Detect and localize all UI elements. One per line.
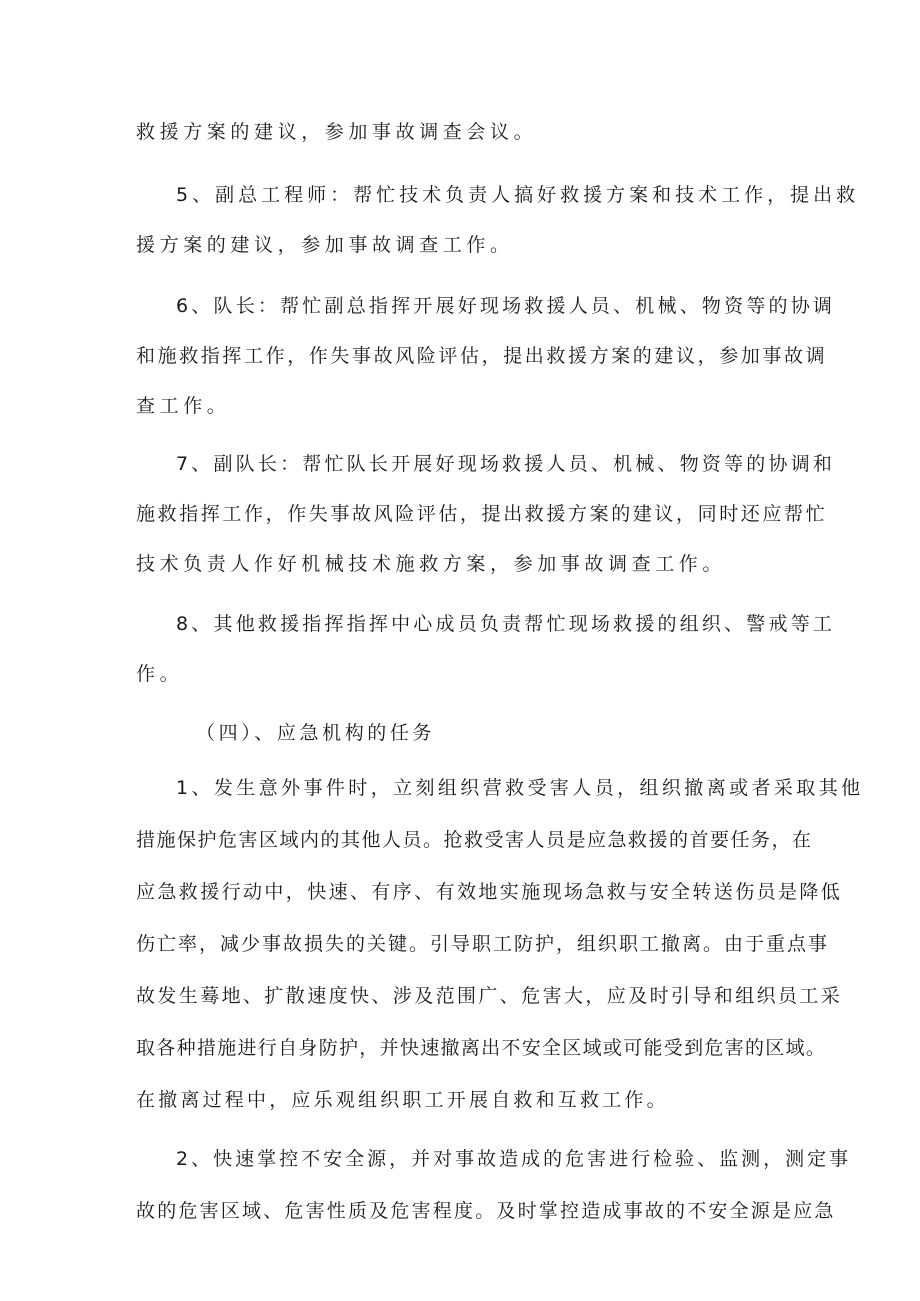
text-line: 作。 <box>136 663 184 685</box>
text-line: 技术负责人作好机械技术施救方案，参加事故调查工作。 <box>136 553 727 575</box>
text-line: 故发生蓦地、扩散速度快、涉及范围广、危害大，应及时引导和组织员工采 <box>136 985 843 1007</box>
text-line: 5、副总工程师：帮忙技术负责人搞好救援方案和技术工作，提出救 <box>176 184 860 206</box>
text-line: 和施救指挥工作，作失事故风险评估，提出救援方案的建议，参加事故调 <box>136 345 828 367</box>
section-heading: （四）、应急机构的任务 <box>196 722 436 744</box>
text-line: 在撤离过程中，应乐观组织职工开展自救和互救工作。 <box>136 1089 669 1111</box>
text-line: 1、发生意外事件时，立刻组织营救受害人员，组织撤离或者采取其他 <box>176 777 864 799</box>
text-line: 2、快速掌控不安全源，并对事故造成的危害进行检验、监测，测定事 <box>176 1148 852 1170</box>
text-line: 查工作。 <box>136 395 231 417</box>
text-line: 应急救援行动中，快速、有序、有效地实施现场急救与安全转送伤员是降低 <box>136 881 843 903</box>
text-line: 施救指挥工作，作失事故风险评估，提出救援方案的建议，同时还应帮忙 <box>136 503 828 525</box>
text-line: 6、队长：帮忙副总指挥开展好现场救援人员、机械、物资等的协调 <box>176 295 836 317</box>
text-line: 援方案的建议，参加事故调查工作。 <box>136 234 514 256</box>
text-line: 8、其他救援指挥指挥中心成员负责帮忙现场救援的组织、警戒等工 <box>176 613 836 635</box>
text-line: 7、副队长：帮忙队长开展好现场救援人员、机械、物资等的协调和 <box>176 453 836 475</box>
text-line: 措施保护危害区域内的其他人员。抢救受害人员是应急救援的首要任务，在 <box>136 829 813 851</box>
text-line: 故的危害区域、危害性质及危害程度。及时掌控造成事故的不安全源是应急 <box>136 1200 836 1222</box>
text-line: 取各种措施进行自身防护，并快速撤离出不安全区域或可能受到危害的区域。 <box>136 1037 827 1059</box>
text-line: 伤亡率，减少事故损失的关键。引导职工防护，组织职工撤离。由于重点事 <box>136 933 830 955</box>
text-line: 救援方案的建议，参加事故调查会议。 <box>136 121 538 143</box>
